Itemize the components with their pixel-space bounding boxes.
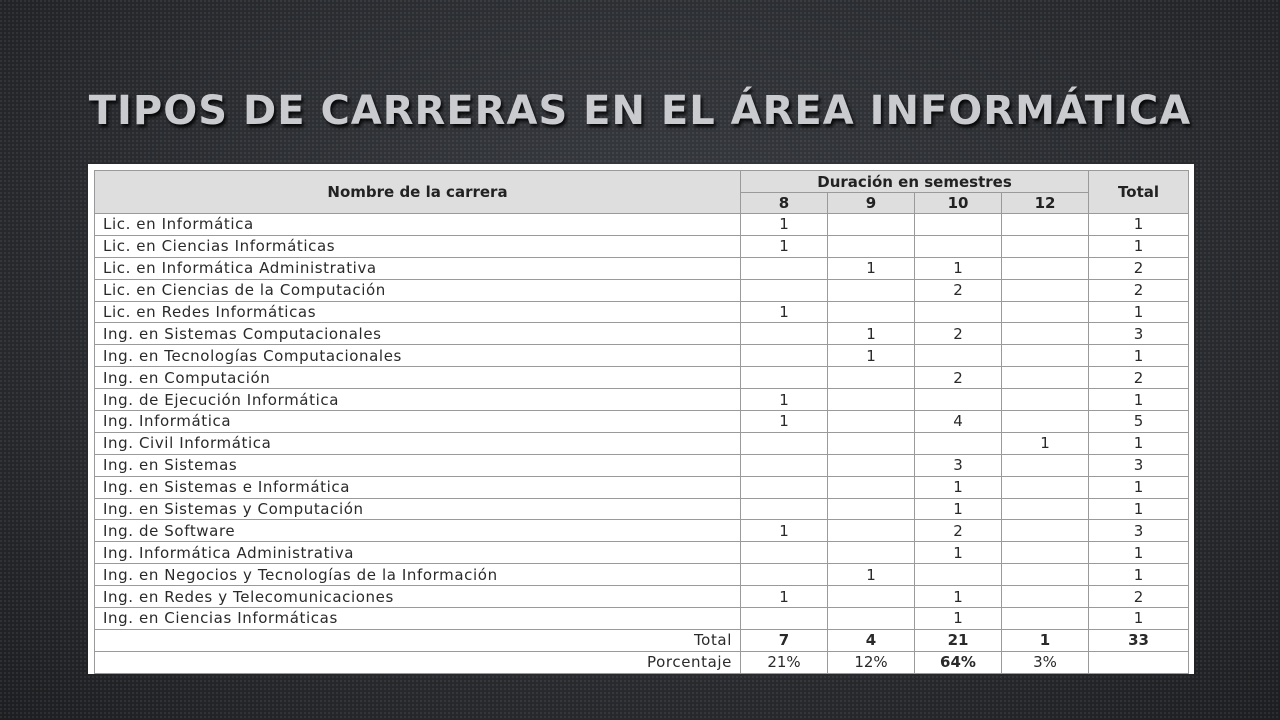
- percentage-row: [95, 651, 1189, 673]
- semester-8-cell: [741, 608, 828, 630]
- semester-12-cell: [1002, 235, 1089, 257]
- semester-10-cell: [915, 235, 1002, 257]
- percentage-8: 21%: [741, 651, 828, 673]
- career-name-cell: Ing. Civil Informática: [95, 432, 741, 454]
- table-row: [95, 542, 1189, 564]
- header-career-name: Nombre de la carrera: [95, 171, 741, 214]
- semester-8-cell: [741, 323, 828, 345]
- careers-table: [94, 170, 1189, 674]
- careers-table-frame: [88, 164, 1194, 674]
- totals-total: 33: [1089, 629, 1189, 651]
- row-total-cell: 2: [1089, 367, 1189, 389]
- semester-8-cell: [741, 345, 828, 367]
- percentage-12: 3%: [1002, 651, 1089, 673]
- row-total-cell: 2: [1089, 257, 1189, 279]
- row-total-cell: 2: [1089, 586, 1189, 608]
- semester-12-cell: [1002, 608, 1089, 630]
- semester-10-cell: 1: [915, 542, 1002, 564]
- semester-8-cell: 1: [741, 214, 828, 236]
- semester-9-cell: [828, 279, 915, 301]
- semester-8-cell: [741, 367, 828, 389]
- career-name-cell: Ing. en Redes y Telecomunicaciones: [95, 586, 741, 608]
- semester-9-cell: [828, 432, 915, 454]
- career-name-cell: Ing. de Ejecución Informática: [95, 389, 741, 411]
- career-name-cell: Ing. en Computación: [95, 367, 741, 389]
- semester-12-cell: [1002, 564, 1089, 586]
- semester-12-cell: [1002, 279, 1089, 301]
- semester-12-cell: [1002, 389, 1089, 411]
- semester-8-cell: [741, 542, 828, 564]
- career-name-cell: Ing. en Negocios y Tecnologías de la Información: [95, 564, 741, 586]
- percentage-9: 12%: [828, 651, 915, 673]
- row-total-cell: 1: [1089, 608, 1189, 630]
- row-total-cell: 1: [1089, 389, 1189, 411]
- totals-8: 7: [741, 629, 828, 651]
- semester-12-cell: [1002, 301, 1089, 323]
- table-row: [95, 214, 1189, 236]
- semester-12-cell: [1002, 476, 1089, 498]
- semester-8-cell: [741, 279, 828, 301]
- semester-9-cell: 1: [828, 564, 915, 586]
- row-total-cell: 1: [1089, 542, 1189, 564]
- semester-12-cell: [1002, 367, 1089, 389]
- table-row: [95, 608, 1189, 630]
- semester-10-cell: 1: [915, 476, 1002, 498]
- table-row: [95, 367, 1189, 389]
- semester-8-cell: [741, 476, 828, 498]
- header-semester-12: 12: [1002, 193, 1089, 214]
- totals-10: 21: [915, 629, 1002, 651]
- semester-9-cell: 1: [828, 323, 915, 345]
- semester-9-cell: 1: [828, 257, 915, 279]
- semester-10-cell: [915, 301, 1002, 323]
- semester-10-cell: 1: [915, 498, 1002, 520]
- semester-8-cell: 1: [741, 301, 828, 323]
- semester-12-cell: [1002, 454, 1089, 476]
- semester-8-cell: [741, 564, 828, 586]
- semester-10-cell: [915, 432, 1002, 454]
- row-total-cell: 5: [1089, 411, 1189, 433]
- table-row: [95, 389, 1189, 411]
- row-total-cell: 3: [1089, 323, 1189, 345]
- header-semester-10: 10: [915, 193, 1002, 214]
- totals-9: 4: [828, 629, 915, 651]
- row-total-cell: 1: [1089, 214, 1189, 236]
- semester-10-cell: 1: [915, 586, 1002, 608]
- row-total-cell: 3: [1089, 454, 1189, 476]
- semester-9-cell: 1: [828, 345, 915, 367]
- semester-9-cell: [828, 214, 915, 236]
- semester-10-cell: 1: [915, 608, 1002, 630]
- semester-10-cell: 3: [915, 454, 1002, 476]
- semester-10-cell: 4: [915, 411, 1002, 433]
- semester-9-cell: [828, 476, 915, 498]
- table-row: [95, 411, 1189, 433]
- semester-10-cell: 1: [915, 257, 1002, 279]
- table-row: [95, 345, 1189, 367]
- career-name-cell: Ing. en Tecnologías Computacionales: [95, 345, 741, 367]
- row-total-cell: 3: [1089, 520, 1189, 542]
- career-name-cell: Ing. en Ciencias Informáticas: [95, 608, 741, 630]
- career-name-cell: Ing. en Sistemas: [95, 454, 741, 476]
- header-semester-8: 8: [741, 193, 828, 214]
- semester-9-cell: [828, 454, 915, 476]
- career-name-cell: Ing. en Sistemas e Informática: [95, 476, 741, 498]
- row-total-cell: 1: [1089, 498, 1189, 520]
- semester-12-cell: [1002, 257, 1089, 279]
- table-row: [95, 586, 1189, 608]
- career-name-cell: Ing. en Sistemas y Computación: [95, 498, 741, 520]
- semester-12-cell: [1002, 411, 1089, 433]
- header-duration-group: Duración en semestres: [741, 171, 1089, 193]
- semester-9-cell: [828, 498, 915, 520]
- totals-label: Total: [95, 629, 741, 651]
- semester-10-cell: 2: [915, 323, 1002, 345]
- career-name-cell: Lic. en Ciencias Informáticas: [95, 235, 741, 257]
- table-row: [95, 498, 1189, 520]
- percentage-total: [1089, 651, 1189, 673]
- career-name-cell: Ing. Informática Administrativa: [95, 542, 741, 564]
- slide-title: TIPOS DE CARRERAS EN EL ÁREA INFORMÁTICA: [88, 88, 1192, 134]
- career-name-cell: Lic. en Informática: [95, 214, 741, 236]
- semester-10-cell: [915, 564, 1002, 586]
- semester-10-cell: [915, 214, 1002, 236]
- table-row: [95, 279, 1189, 301]
- semester-8-cell: 1: [741, 389, 828, 411]
- semester-12-cell: [1002, 542, 1089, 564]
- semester-12-cell: [1002, 345, 1089, 367]
- semester-8-cell: [741, 498, 828, 520]
- table-row: [95, 454, 1189, 476]
- header-total: Total: [1089, 171, 1189, 214]
- header-semester-9: 9: [828, 193, 915, 214]
- totals-12: 1: [1002, 629, 1089, 651]
- semester-9-cell: [828, 520, 915, 542]
- semester-8-cell: 1: [741, 411, 828, 433]
- table-row: [95, 257, 1189, 279]
- semester-9-cell: [828, 608, 915, 630]
- career-name-cell: Ing. de Software: [95, 520, 741, 542]
- percentage-label: Porcentaje: [95, 651, 741, 673]
- totals-row: [95, 629, 1189, 651]
- semester-8-cell: 1: [741, 235, 828, 257]
- semester-10-cell: 2: [915, 367, 1002, 389]
- career-name-cell: Lic. en Informática Administrativa: [95, 257, 741, 279]
- semester-8-cell: [741, 454, 828, 476]
- row-total-cell: 1: [1089, 301, 1189, 323]
- semester-12-cell: [1002, 498, 1089, 520]
- semester-9-cell: [828, 301, 915, 323]
- table-row: [95, 235, 1189, 257]
- row-total-cell: 1: [1089, 432, 1189, 454]
- row-total-cell: 2: [1089, 279, 1189, 301]
- semester-10-cell: 2: [915, 520, 1002, 542]
- semester-10-cell: 2: [915, 279, 1002, 301]
- semester-12-cell: [1002, 214, 1089, 236]
- semester-12-cell: [1002, 323, 1089, 345]
- table-row: [95, 476, 1189, 498]
- table-row: [95, 564, 1189, 586]
- semester-9-cell: [828, 586, 915, 608]
- semester-12-cell: 1: [1002, 432, 1089, 454]
- semester-10-cell: [915, 389, 1002, 411]
- semester-12-cell: [1002, 586, 1089, 608]
- row-total-cell: 1: [1089, 476, 1189, 498]
- row-total-cell: 1: [1089, 564, 1189, 586]
- semester-10-cell: [915, 345, 1002, 367]
- semester-8-cell: [741, 257, 828, 279]
- semester-9-cell: [828, 367, 915, 389]
- semester-9-cell: [828, 411, 915, 433]
- table-row: [95, 520, 1189, 542]
- career-name-cell: Lic. en Redes Informáticas: [95, 301, 741, 323]
- row-total-cell: 1: [1089, 235, 1189, 257]
- semester-9-cell: [828, 389, 915, 411]
- semester-8-cell: 1: [741, 520, 828, 542]
- table-body: [95, 214, 1189, 630]
- semester-8-cell: [741, 432, 828, 454]
- career-name-cell: Lic. en Ciencias de la Computación: [95, 279, 741, 301]
- row-total-cell: 1: [1089, 345, 1189, 367]
- table-row: [95, 301, 1189, 323]
- semester-9-cell: [828, 542, 915, 564]
- career-name-cell: Ing. Informática: [95, 411, 741, 433]
- semester-9-cell: [828, 235, 915, 257]
- career-name-cell: Ing. en Sistemas Computacionales: [95, 323, 741, 345]
- semester-12-cell: [1002, 520, 1089, 542]
- table-row: [95, 323, 1189, 345]
- table-row: [95, 432, 1189, 454]
- semester-8-cell: 1: [741, 586, 828, 608]
- percentage-10: 64%: [915, 651, 1002, 673]
